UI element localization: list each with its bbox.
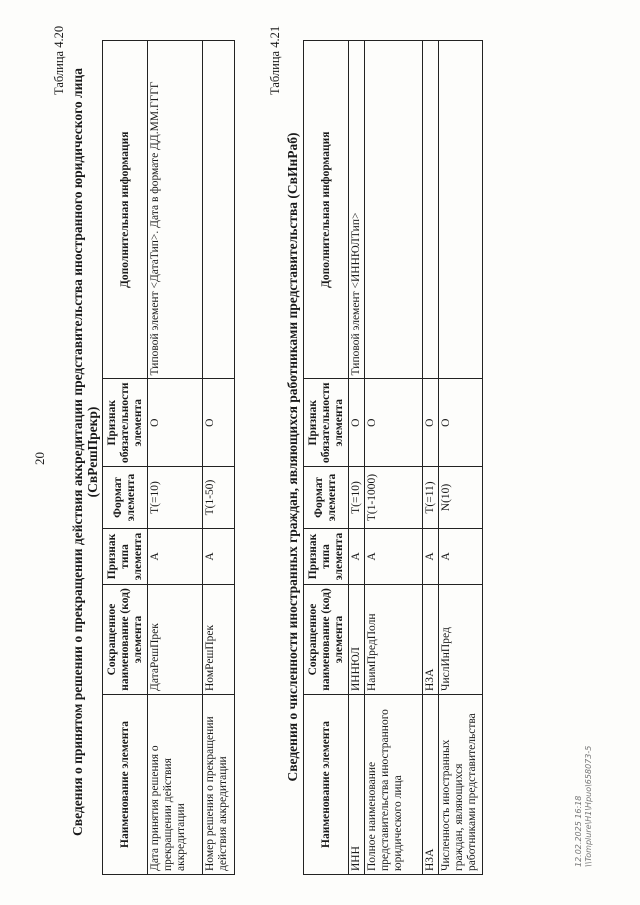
table-label-4-21: Таблица 4.21 xyxy=(268,25,282,95)
stamp-path: \\Tomplure\H1\Hpuo\658073-5 xyxy=(584,745,593,867)
cell-required: О xyxy=(148,379,203,467)
header-type: Признак типа элемента xyxy=(304,529,349,585)
header-info: Дополнительная информация xyxy=(304,41,349,379)
table-row xyxy=(203,41,235,875)
cell-name: Номер решения о прекращении действия аккредитации xyxy=(203,695,235,875)
cell-format: N(10) xyxy=(439,467,483,529)
cell-type: А xyxy=(349,529,365,585)
cell-name: Полное наименование представительства иностранного юридического лица xyxy=(365,695,423,875)
page-number: 20 xyxy=(32,452,47,465)
header-code: Сокращенное наименование (код) элемента xyxy=(103,585,148,695)
stamp-date: 12.02.2025 16:18 xyxy=(574,795,583,867)
table-title-4-21: Сведения о численности иностранных граждан, являющихся работниками представительства (СвИнРаб) xyxy=(285,132,300,782)
cell-required: О xyxy=(423,379,439,467)
table-row xyxy=(365,41,423,875)
cell-name: Дата принятия решения о прекращении действия аккредитации xyxy=(148,695,203,875)
cell-info xyxy=(203,41,235,379)
header-code: Сокращенное наименование (код) элемента xyxy=(304,585,349,695)
cell-code: НЗА xyxy=(423,585,439,695)
table-header-row xyxy=(103,41,148,875)
header-type: Признак типа элемента xyxy=(103,529,148,585)
table-title-4-20-line1: Сведения о принятом решении о прекращении действия аккредитации представительства иностранного юридического лица xyxy=(70,68,85,836)
cell-name: НЗА xyxy=(423,695,439,875)
table-row xyxy=(148,41,203,875)
cell-format: Т(=11) xyxy=(423,467,439,529)
cell-type: А xyxy=(365,529,423,585)
cell-type: А xyxy=(148,529,203,585)
header-required: Признак обязательности элемента xyxy=(103,379,148,467)
header-format: Формат элемента xyxy=(103,467,148,529)
cell-format: Т(1-1000) xyxy=(365,467,423,529)
cell-format: Т(1-50) xyxy=(203,467,235,529)
cell-info xyxy=(365,41,423,379)
table-title-4-20-line2: (СвРешПрекр) xyxy=(85,406,100,498)
table-header-row xyxy=(304,41,349,875)
cell-code: НаимПредПолн xyxy=(365,585,423,695)
cell-format: Т(=10) xyxy=(148,467,203,529)
header-name: Наименование элемента xyxy=(304,695,349,875)
table-row xyxy=(423,41,439,875)
table-row xyxy=(439,41,483,875)
header-format: Формат элемента xyxy=(304,467,349,529)
cell-required: О xyxy=(365,379,423,467)
cell-name: Численность иностранных граждан, являющихся работниками представительства xyxy=(439,695,483,875)
table-label-4-20: Таблица 4.20 xyxy=(52,25,66,95)
cell-format: Т(=10) xyxy=(349,467,365,529)
cell-type: А xyxy=(439,529,483,585)
cell-info xyxy=(423,41,439,379)
cell-code: ДатаРешПрек xyxy=(148,585,203,695)
cell-info xyxy=(439,41,483,379)
table-4-20 xyxy=(102,40,235,875)
table-title-4-20 xyxy=(70,39,100,865)
header-name: Наименование элемента xyxy=(103,695,148,875)
cell-name: ИНН xyxy=(349,695,365,875)
cell-code: ЧислИнПред xyxy=(439,585,483,695)
print-stamp xyxy=(574,746,594,867)
cell-info: Типовой элемент <ИННЮЛТип> xyxy=(349,41,365,379)
cell-info: Типовой элемент <ДатаТип>. Дата в формате ДД.ММ.ГГГГ xyxy=(148,41,203,379)
cell-type: А xyxy=(203,529,235,585)
table-row xyxy=(349,41,365,875)
cell-code: ИННЮЛ xyxy=(349,585,365,695)
cell-required: О xyxy=(439,379,483,467)
header-info: Дополнительная информация xyxy=(103,41,148,379)
table-4-21 xyxy=(303,40,483,875)
cell-type: А xyxy=(423,529,439,585)
cell-code: НомРешПрек xyxy=(203,585,235,695)
header-required: Признак обязательности элемента xyxy=(304,379,349,467)
cell-required: О xyxy=(349,379,365,467)
cell-required: О xyxy=(203,379,235,467)
